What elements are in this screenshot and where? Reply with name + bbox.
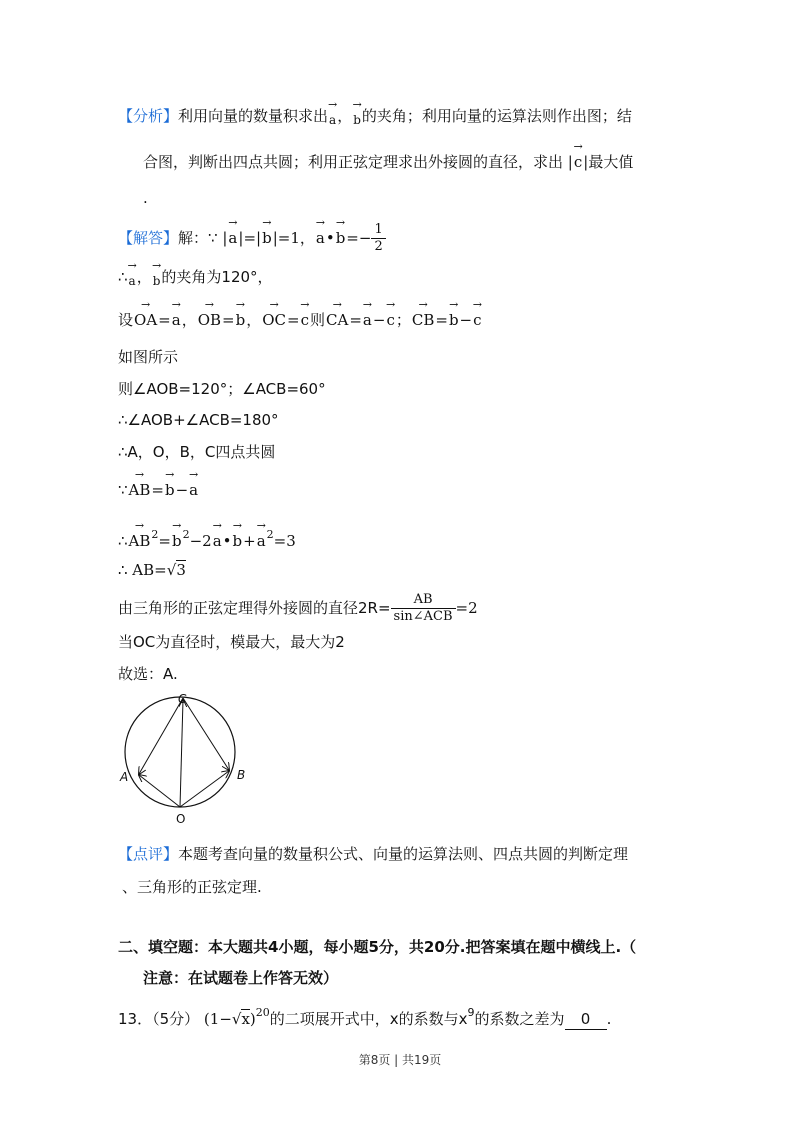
page-footer: 第8页 | 共19页 [358,1053,442,1067]
segment-cb [183,698,229,770]
angles-line: 则∠AOB=120°；∠ACB=60° [118,380,326,398]
question-13: 13．（5分） $(1-√x)^{20}$的二项展开式中，x的系数与$x^9$的系数之差为 0 . [118,1006,612,1028]
solution-line-1: 【解答】解：∵ |→ a|=|→ b|=1，→ a•→ b=− $\frac{1}{2}$ [118,222,386,255]
half-fraction: $\frac{1}{2}$ [371,222,385,255]
segment-oc [180,700,183,807]
ab-vector-line: ∵→ AB=→ b−→ a [118,480,199,500]
label-o: O [176,812,186,826]
sine-fraction: $\frac{AB}{\text{sin∠ACB}}$ [391,592,456,625]
max-line: 当OC为直径时，模最大，最大为2 [118,633,345,651]
comment-line-2: 、三角形的正弦定理. [122,878,262,896]
analysis-tag: 【分析】 [118,107,179,125]
label-a: A [120,770,129,784]
analysis-line-3: . [143,189,148,207]
as-shown-line: 如图所示 [118,348,179,366]
circle-figure [118,690,253,825]
solution-set-line: 设→ OA=→ a，→ OB=→ b，→ OC=→ c则→ CA=→ a−→ c；→ CB=→ b−→ c [118,310,483,330]
solution-angle-line: ∴→ a，→ b的夹角为120°， [118,267,273,291]
solution-tag: 【解答】 [118,229,179,247]
angle-sum-line: ∴∠AOB+∠ACB=180° [118,411,279,429]
label-c: C [178,692,187,706]
label-b: B [237,768,246,782]
comment-line-1: 【点评】本题考查向量的数量积公式、向量的运算法则、四点共圆的判断定理 [118,845,629,863]
choice-line: 故选：A. [118,665,178,683]
sine-law-line: 由三角形的正弦定理得外接圆的直径2R= $\frac{AB}{\text{sin∠ACB}}$ =2 [118,592,478,624]
ab-length-line: ∴ AB=√3 [118,561,186,579]
comment-tag: 【点评】 [118,845,179,863]
analysis-line-1: 【分析】利用向量的数量积求出→ a，→ b的夹角；利用向量的运算法则作出图；结 [118,106,632,130]
answer-blank: 0 [565,1009,607,1030]
section2-heading-line-1: 二、填空题：本大题共4小题，每小题5分，共20分.把答案填在题中横线上.（ [118,938,637,956]
ab-squared-line: ∴→ $AB^2=\to b^2-2\to$ a•→ $b+\to a^2=3$ [118,525,296,551]
section2-heading-line-2: 注意：在试题卷上作答无效） [143,969,339,987]
concyclic-line: ∴A，O，B，C四点共圆 [118,443,276,461]
segment-oa [139,775,180,807]
analysis-line-2: 合图，判断出四点共圆；利用正弦定理求出外接圆的直径，求出 |→ c|最大值 [143,152,633,172]
